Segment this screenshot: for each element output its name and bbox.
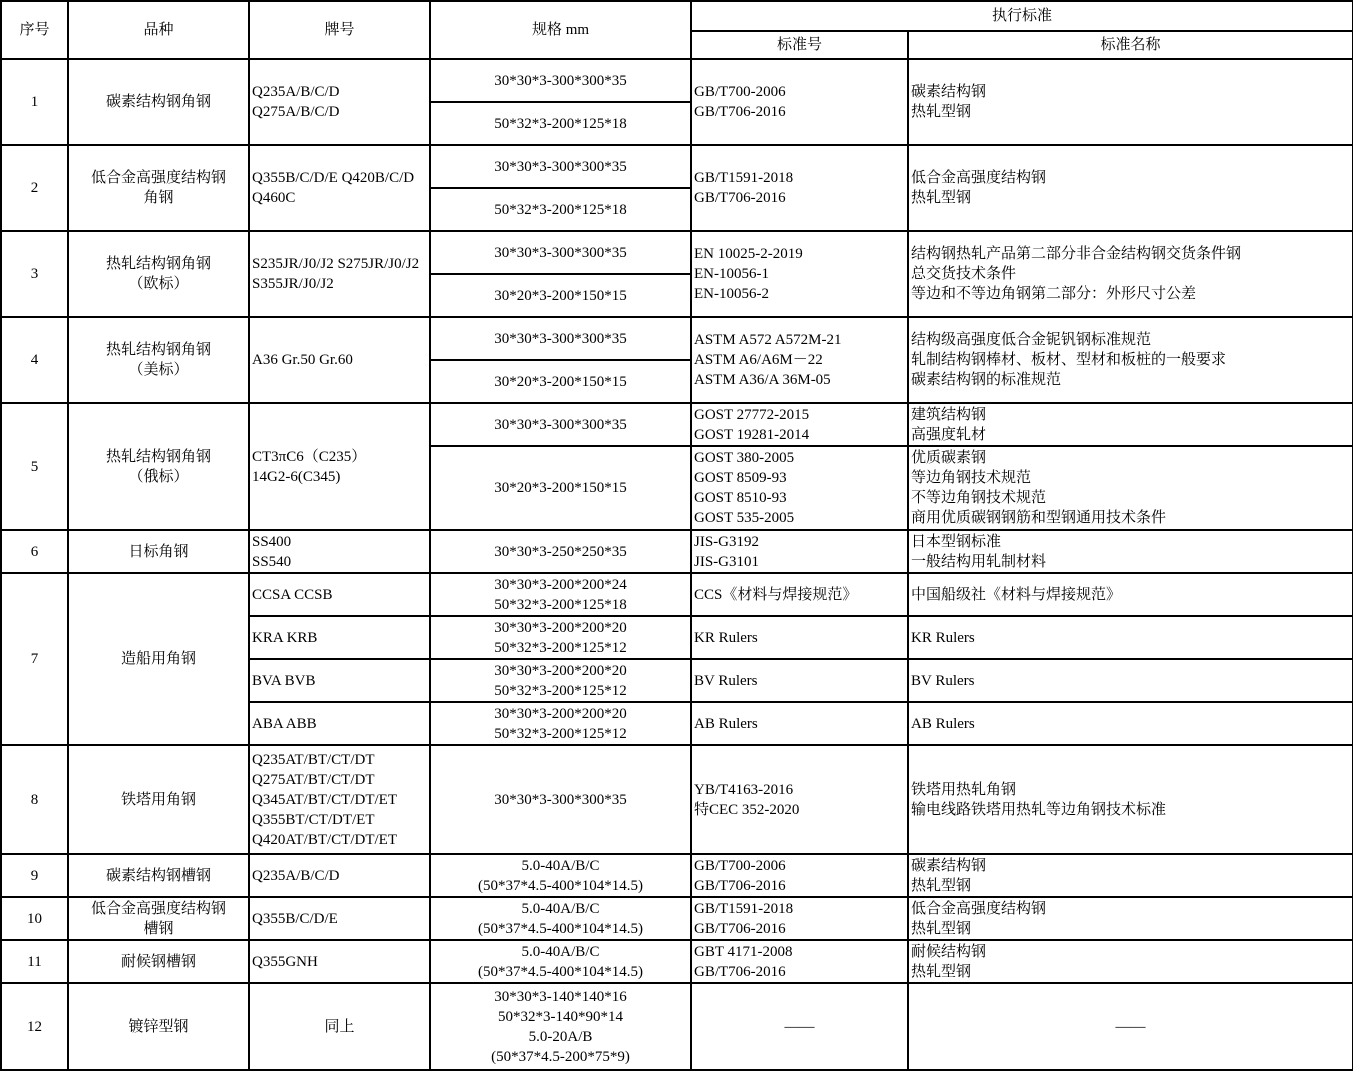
cell-spec-line: 30*30*3-300*300*35 (494, 416, 627, 433)
cell-seq (1, 897, 68, 940)
cell-variety-line: 角钢 (143, 190, 174, 206)
cell-standard-name (908, 702, 1353, 745)
cell-standard-no (691, 897, 908, 940)
cell-spec-line: 50*32*3-200*125*18 (494, 596, 627, 613)
cell-standard-name (908, 854, 1353, 897)
cell-spec-line: 50*32*3-200*125*18 (494, 115, 627, 132)
cell-spec (430, 854, 691, 897)
cell-standard-name-line: 碳素结构钢 (911, 857, 987, 874)
cell-standard-no-line: GOST 535-2005 (694, 510, 795, 526)
cell-standard-no-line: GB/T700-2006 (694, 857, 786, 874)
cell-standard-name-line: 输电线路铁塔用热轧等边角钢技术标准 (911, 801, 1167, 818)
cell-variety (68, 983, 249, 1070)
cell-grade (249, 317, 430, 403)
cell-standard-no (691, 145, 908, 231)
cell-standard-name (908, 317, 1353, 403)
cell-standard-name-line: 等边和不等边角钢第二部分：外形尺寸公差 (911, 286, 1197, 302)
cell-seq-line: 1 (30, 94, 39, 110)
cell-standard-no (691, 702, 908, 745)
cell-standard-no-line: CCS《材料与焊接规范》 (694, 586, 858, 603)
cell-seq-line: 10 (27, 910, 42, 927)
cell-spec (430, 403, 691, 446)
cell-spec (430, 983, 691, 1070)
cell-standard-no-line: GB/T1591-2018 (694, 900, 794, 917)
header-standard-no: 标准号 (691, 31, 908, 59)
table-row (1, 940, 1353, 983)
cell-spec-line: 30*20*3-200*150*15 (494, 373, 627, 390)
cell-variety-line: 铁塔用角钢 (120, 791, 196, 808)
cell-standard-name (908, 983, 1353, 1070)
cell-variety (68, 940, 249, 983)
cell-grade-line: Q355BT/CT/DT/ET (252, 811, 375, 828)
cell-standard-name (908, 145, 1353, 231)
cell-standard-name (908, 530, 1353, 573)
cell-standard-name-line: 热轧型钢 (911, 920, 972, 937)
cell-grade-line: Q235A/B/C/D (252, 84, 340, 100)
cell-standard-name-line: 铁塔用热轧角钢 (911, 781, 1017, 798)
cell-variety (68, 854, 249, 897)
cell-spec (430, 530, 691, 573)
cell-standard-no-line: JIS-G3101 (694, 553, 760, 570)
cell-variety (68, 403, 249, 530)
cell-grade-line: Q345AT/BT/CT/DT/ET (252, 791, 397, 808)
cell-variety (68, 59, 249, 145)
cell-standard-no-line: ASTM A6/A6M－22 (694, 352, 823, 368)
cell-standard-name (908, 897, 1353, 940)
cell-standard-no-line: KR Rulers (694, 629, 758, 646)
cell-spec (430, 897, 691, 940)
cell-standard-name-line: 耐候结构钢 (911, 943, 987, 960)
cell-variety-line: （欧标） (128, 276, 189, 292)
cell-variety (68, 317, 249, 403)
cell-standard-name-line: 热轧型钢 (911, 877, 972, 894)
cell-standard-name-line: 热轧型钢 (911, 104, 972, 120)
cell-grade (249, 530, 430, 573)
cell-standard-no (691, 940, 908, 983)
cell-standard-no (691, 745, 908, 854)
cell-spec (430, 659, 691, 702)
cell-grade-line: Q275A/B/C/D (252, 104, 340, 120)
cell-spec (430, 702, 691, 745)
cell-standard-no (691, 231, 908, 317)
cell-standard-name-line: 日本型钢标准 (911, 533, 1002, 550)
cell-spec-line: 5.0-40A/B/C (521, 900, 600, 917)
cell-standard-name-line: 高强度轧材 (911, 426, 987, 443)
cell-seq-line: 4 (30, 352, 39, 368)
cell-spec-line: 30*20*3-200*150*15 (494, 287, 627, 304)
cell-variety-line: （俄标） (128, 468, 189, 485)
cell-standard-name-line: 结构钢热轧产品第二部分非合金结构钢交货条件钢 (911, 246, 1242, 262)
cell-seq-line: 7 (30, 651, 39, 667)
cell-standard-no (691, 59, 908, 145)
cell-grade (249, 145, 430, 231)
cell-variety (68, 897, 249, 940)
cell-standard-no-line: AB Rulers (694, 715, 758, 732)
cell-seq (1, 145, 68, 231)
cell-standard-no-line: GB/T706-2016 (694, 104, 786, 120)
cell-standard-name-line: BV Rulers (911, 672, 975, 689)
table-row (1, 59, 1353, 102)
cell-grade-line: Q355B/C/D/E (252, 910, 338, 927)
cell-grade-line: 14G2-6(C345) (252, 468, 341, 485)
cell-spec-line: 30*30*3-200*200*20 (494, 619, 627, 636)
cell-standard-name-line: 碳素结构钢的标准规范 (911, 372, 1062, 388)
cell-grade-line: CT3πC6（C235） (252, 448, 367, 465)
cell-standard-name (908, 446, 1353, 530)
cell-standard-no-line: ASTM A572 A572M-21 (694, 332, 842, 348)
cell-standard-no-line: GBT 4171-2008 (694, 943, 793, 960)
cell-spec-line: 30*30*3-200*200*20 (494, 662, 627, 679)
cell-standard-no-line: GOST 19281-2014 (694, 426, 810, 443)
cell-seq (1, 231, 68, 317)
cell-variety-line: 镀锌型钢 (128, 1018, 189, 1035)
cell-seq-line: 12 (27, 1018, 42, 1035)
cell-standard-name-line: 结构级高强度低合金铌钒钢标准规范 (911, 332, 1152, 348)
cell-seq-line: 3 (30, 266, 39, 282)
cell-spec-line: 50*32*3-200*125*12 (494, 639, 627, 656)
cell-standard-name-line: 商用优质碳钢钢筋和型钢通用技术条件 (911, 510, 1167, 526)
cell-variety (68, 145, 249, 231)
cell-standard-no-line: GOST 27772-2015 (694, 406, 810, 423)
cell-standard-name (908, 616, 1353, 659)
header-variety: 品种 (68, 1, 249, 59)
cell-spec (430, 573, 691, 616)
cell-spec (430, 231, 691, 274)
cell-spec (430, 145, 691, 188)
cell-standard-name (908, 940, 1353, 983)
cell-standard-no-line: GOST 8509-93 (694, 470, 787, 486)
cell-seq-line: 8 (30, 791, 39, 808)
table-row (1, 317, 1353, 360)
cell-seq-line: 9 (30, 867, 39, 884)
cell-seq (1, 59, 68, 145)
cell-variety (68, 573, 249, 745)
header-standard-group: 执行标准 (691, 1, 1353, 31)
cell-variety-line: 低合金高强度结构钢 (90, 900, 226, 917)
cell-variety-line: 碳素结构钢槽钢 (105, 867, 211, 884)
cell-grade-line: SS540 (252, 553, 292, 570)
cell-seq-line: 5 (30, 458, 39, 475)
cell-standard-name-line: 中国船级社《材料与焊接规范》 (911, 586, 1122, 603)
cell-standard-no (691, 530, 908, 573)
cell-grade-line: BVA BVB (252, 672, 316, 689)
cell-standard-name-line: 热轧型钢 (911, 963, 972, 980)
cell-spec-line: 30*30*3-140*140*16 (494, 988, 627, 1005)
cell-standard-name-line: 碳素结构钢 (911, 84, 987, 100)
cell-spec-line: 30*30*3-200*200*24 (494, 576, 627, 593)
cell-standard-no-line: 特CEC 352-2020 (694, 801, 800, 818)
table-row (1, 745, 1353, 854)
cell-grade (249, 616, 430, 659)
cell-variety-line: 热轧结构钢角钢 (105, 256, 211, 272)
cell-spec-line: 30*30*3-300*300*35 (494, 244, 627, 261)
table-row (1, 231, 1353, 274)
cell-spec (430, 940, 691, 983)
cell-spec (430, 188, 691, 231)
cell-grade-line: A36 Gr.50 Gr.60 (252, 352, 353, 368)
cell-standard-no-line: GB/T700-2006 (694, 84, 786, 100)
cell-spec-line: 30*30*3-300*300*35 (494, 791, 627, 808)
cell-standard-name-line: —— (1115, 1018, 1146, 1035)
cell-standard-no-line: EN-10056-2 (694, 286, 769, 302)
cell-spec (430, 446, 691, 530)
cell-spec-line: 30*30*3-250*250*35 (494, 543, 627, 560)
cell-spec-line: 30*30*3-300*300*35 (494, 72, 627, 89)
cell-standard-no (691, 446, 908, 530)
cell-spec-line: 50*32*3-200*125*12 (494, 682, 627, 699)
cell-grade-line: Q355B/C/D/E Q420B/C/D (252, 170, 415, 186)
cell-grade-line: ABA ABB (252, 715, 317, 732)
cell-spec-line: 5.0-40A/B/C (521, 857, 600, 874)
cell-standard-no-line: GB/T706-2016 (694, 963, 786, 980)
cell-standard-name-line: 低合金高强度结构钢 (911, 170, 1047, 186)
table-row (1, 573, 1353, 616)
cell-grade (249, 403, 430, 530)
cell-standard-no-line: BV Rulers (694, 672, 758, 689)
cell-standard-no (691, 403, 908, 446)
cell-standard-name (908, 59, 1353, 145)
cell-standard-no (691, 659, 908, 702)
cell-grade-line: Q235AT/BT/CT/DT (252, 751, 375, 768)
cell-seq (1, 317, 68, 403)
cell-grade-line: Q355GNH (252, 953, 318, 970)
table-row (1, 403, 1353, 446)
cell-standard-no (691, 616, 908, 659)
cell-variety (68, 231, 249, 317)
cell-grade-line: Q275AT/BT/CT/DT (252, 771, 375, 788)
cell-seq (1, 854, 68, 897)
cell-spec (430, 616, 691, 659)
cell-variety-line: 耐候钢槽钢 (120, 953, 196, 970)
cell-grade-line: Q420AT/BT/CT/DT/ET (252, 831, 397, 848)
cell-standard-no-line: GB/T706-2016 (694, 920, 786, 937)
cell-standard-name-line: 总交货技术条件 (911, 266, 1017, 282)
cell-grade-line: KRA KRB (252, 629, 318, 646)
cell-spec-line: (50*37*4.5-200*75*9) (491, 1048, 630, 1065)
cell-grade (249, 897, 430, 940)
table-row (1, 854, 1353, 897)
cell-variety (68, 530, 249, 573)
cell-seq (1, 745, 68, 854)
cell-spec-line: 50*32*3-200*125*18 (494, 201, 627, 218)
cell-standard-name-line: 热轧型钢 (911, 190, 972, 206)
cell-spec-line: 50*32*3-200*125*12 (494, 725, 627, 742)
cell-variety-line: 碳素结构钢角钢 (105, 94, 211, 110)
header-grade: 牌号 (249, 1, 430, 59)
cell-standard-no-line: EN 10025-2-2019 (694, 246, 803, 262)
cell-spec (430, 317, 691, 360)
cell-grade (249, 59, 430, 145)
cell-grade (249, 940, 430, 983)
cell-standard-no-line: —— (784, 1018, 815, 1035)
cell-grade (249, 983, 430, 1070)
cell-spec-line: 30*30*3-200*200*20 (494, 705, 627, 722)
cell-standard-name (908, 573, 1353, 616)
cell-variety-line: 造船用角钢 (120, 651, 196, 667)
cell-grade-line: CCSA CCSB (252, 586, 333, 603)
cell-standard-no-line: JIS-G3192 (694, 533, 760, 550)
cell-variety (68, 745, 249, 854)
cell-standard-name (908, 659, 1353, 702)
cell-spec (430, 745, 691, 854)
cell-standard-no-line: GOST 380-2005 (694, 450, 795, 466)
table-row (1, 983, 1353, 1070)
table-body (1, 59, 1353, 1070)
cell-spec-line: (50*37*4.5-400*104*14.5) (478, 877, 643, 894)
cell-standard-name-line: 优质碳素钢 (911, 450, 987, 466)
cell-standard-name-line: 建筑结构钢 (911, 406, 987, 423)
cell-standard-name-line: AB Rulers (911, 715, 975, 732)
cell-standard-no (691, 317, 908, 403)
cell-grade-line: S355JR/J0/J2 (252, 276, 334, 292)
cell-variety-line: 热轧结构钢角钢 (105, 342, 211, 358)
cell-standard-name-line: 轧制结构钢棒材、板材、型材和板桩的一般要求 (911, 352, 1227, 368)
cell-standard-no-line: GB/T706-2016 (694, 877, 786, 894)
cell-spec (430, 274, 691, 317)
cell-grade-line: Q460C (252, 190, 296, 206)
cell-grade-line: 同上 (324, 1018, 355, 1035)
cell-spec (430, 102, 691, 145)
cell-standard-no (691, 854, 908, 897)
cell-spec-line: 30*20*3-200*150*15 (494, 480, 627, 496)
cell-standard-name-line: KR Rulers (911, 629, 975, 646)
cell-spec-line: 30*30*3-300*300*35 (494, 330, 627, 347)
cell-grade-line: SS400 (252, 533, 292, 550)
cell-grade (249, 702, 430, 745)
cell-seq-line: 2 (30, 180, 39, 196)
cell-standard-no-line: EN-10056-1 (694, 266, 769, 282)
cell-standard-name (908, 745, 1353, 854)
header-standard-name: 标准名称 (908, 31, 1353, 59)
table-row (1, 897, 1353, 940)
cell-variety-line: 低合金高强度结构钢 (90, 170, 226, 186)
cell-spec (430, 59, 691, 102)
cell-seq (1, 940, 68, 983)
cell-grade-line: Q235A/B/C/D (252, 867, 340, 884)
cell-standard-no-line: GB/T706-2016 (694, 190, 786, 206)
cell-seq (1, 573, 68, 745)
cell-seq (1, 403, 68, 530)
cell-spec (430, 360, 691, 403)
cell-grade-line: S235JR/J0/J2 S275JR/J0/J2 (252, 256, 420, 272)
cell-standard-no-line: GB/T1591-2018 (694, 170, 794, 186)
cell-standard-no-line: YB/T4163-2016 (694, 781, 794, 798)
cell-variety-line: 热轧结构钢角钢 (105, 448, 211, 465)
cell-standard-name (908, 403, 1353, 446)
header-spec: 规格 mm (430, 1, 691, 59)
cell-spec-line: (50*37*4.5-400*104*14.5) (478, 963, 643, 980)
cell-standard-no-line: ASTM A36/A 36M-05 (694, 372, 831, 388)
cell-variety-line: （美标） (128, 362, 189, 378)
cell-variety-line: 槽钢 (143, 920, 174, 937)
cell-variety-line: 日标角钢 (128, 543, 189, 560)
header-seq: 序号 (1, 1, 68, 59)
cell-grade (249, 573, 430, 616)
cell-standard-no (691, 983, 908, 1070)
cell-spec-line: 5.0-40A/B/C (521, 943, 600, 960)
cell-grade (249, 854, 430, 897)
cell-standard-name (908, 231, 1353, 317)
cell-standard-no (691, 573, 908, 616)
cell-spec-line: 5.0-20A/B (528, 1028, 593, 1045)
cell-spec-line: (50*37*4.5-400*104*14.5) (478, 920, 643, 937)
cell-standard-name-line: 等边角钢技术规范 (911, 470, 1032, 486)
cell-seq-line: 11 (27, 953, 42, 970)
cell-grade (249, 231, 430, 317)
cell-seq (1, 983, 68, 1070)
cell-grade (249, 659, 430, 702)
cell-seq-line: 6 (30, 543, 39, 560)
cell-spec-line: 50*32*3-140*90*14 (498, 1008, 623, 1025)
cell-standard-name-line: 不等边角钢技术规范 (911, 490, 1047, 506)
cell-standard-name-line: 一般结构用轧制材料 (911, 553, 1047, 570)
cell-spec-line: 30*30*3-300*300*35 (494, 158, 627, 175)
table-row (1, 530, 1353, 573)
cell-standard-no-line: GOST 8510-93 (694, 490, 787, 506)
cell-seq (1, 530, 68, 573)
cell-grade (249, 745, 430, 854)
cell-standard-name-line: 低合金高强度结构钢 (911, 900, 1047, 917)
table-row (1, 145, 1353, 188)
